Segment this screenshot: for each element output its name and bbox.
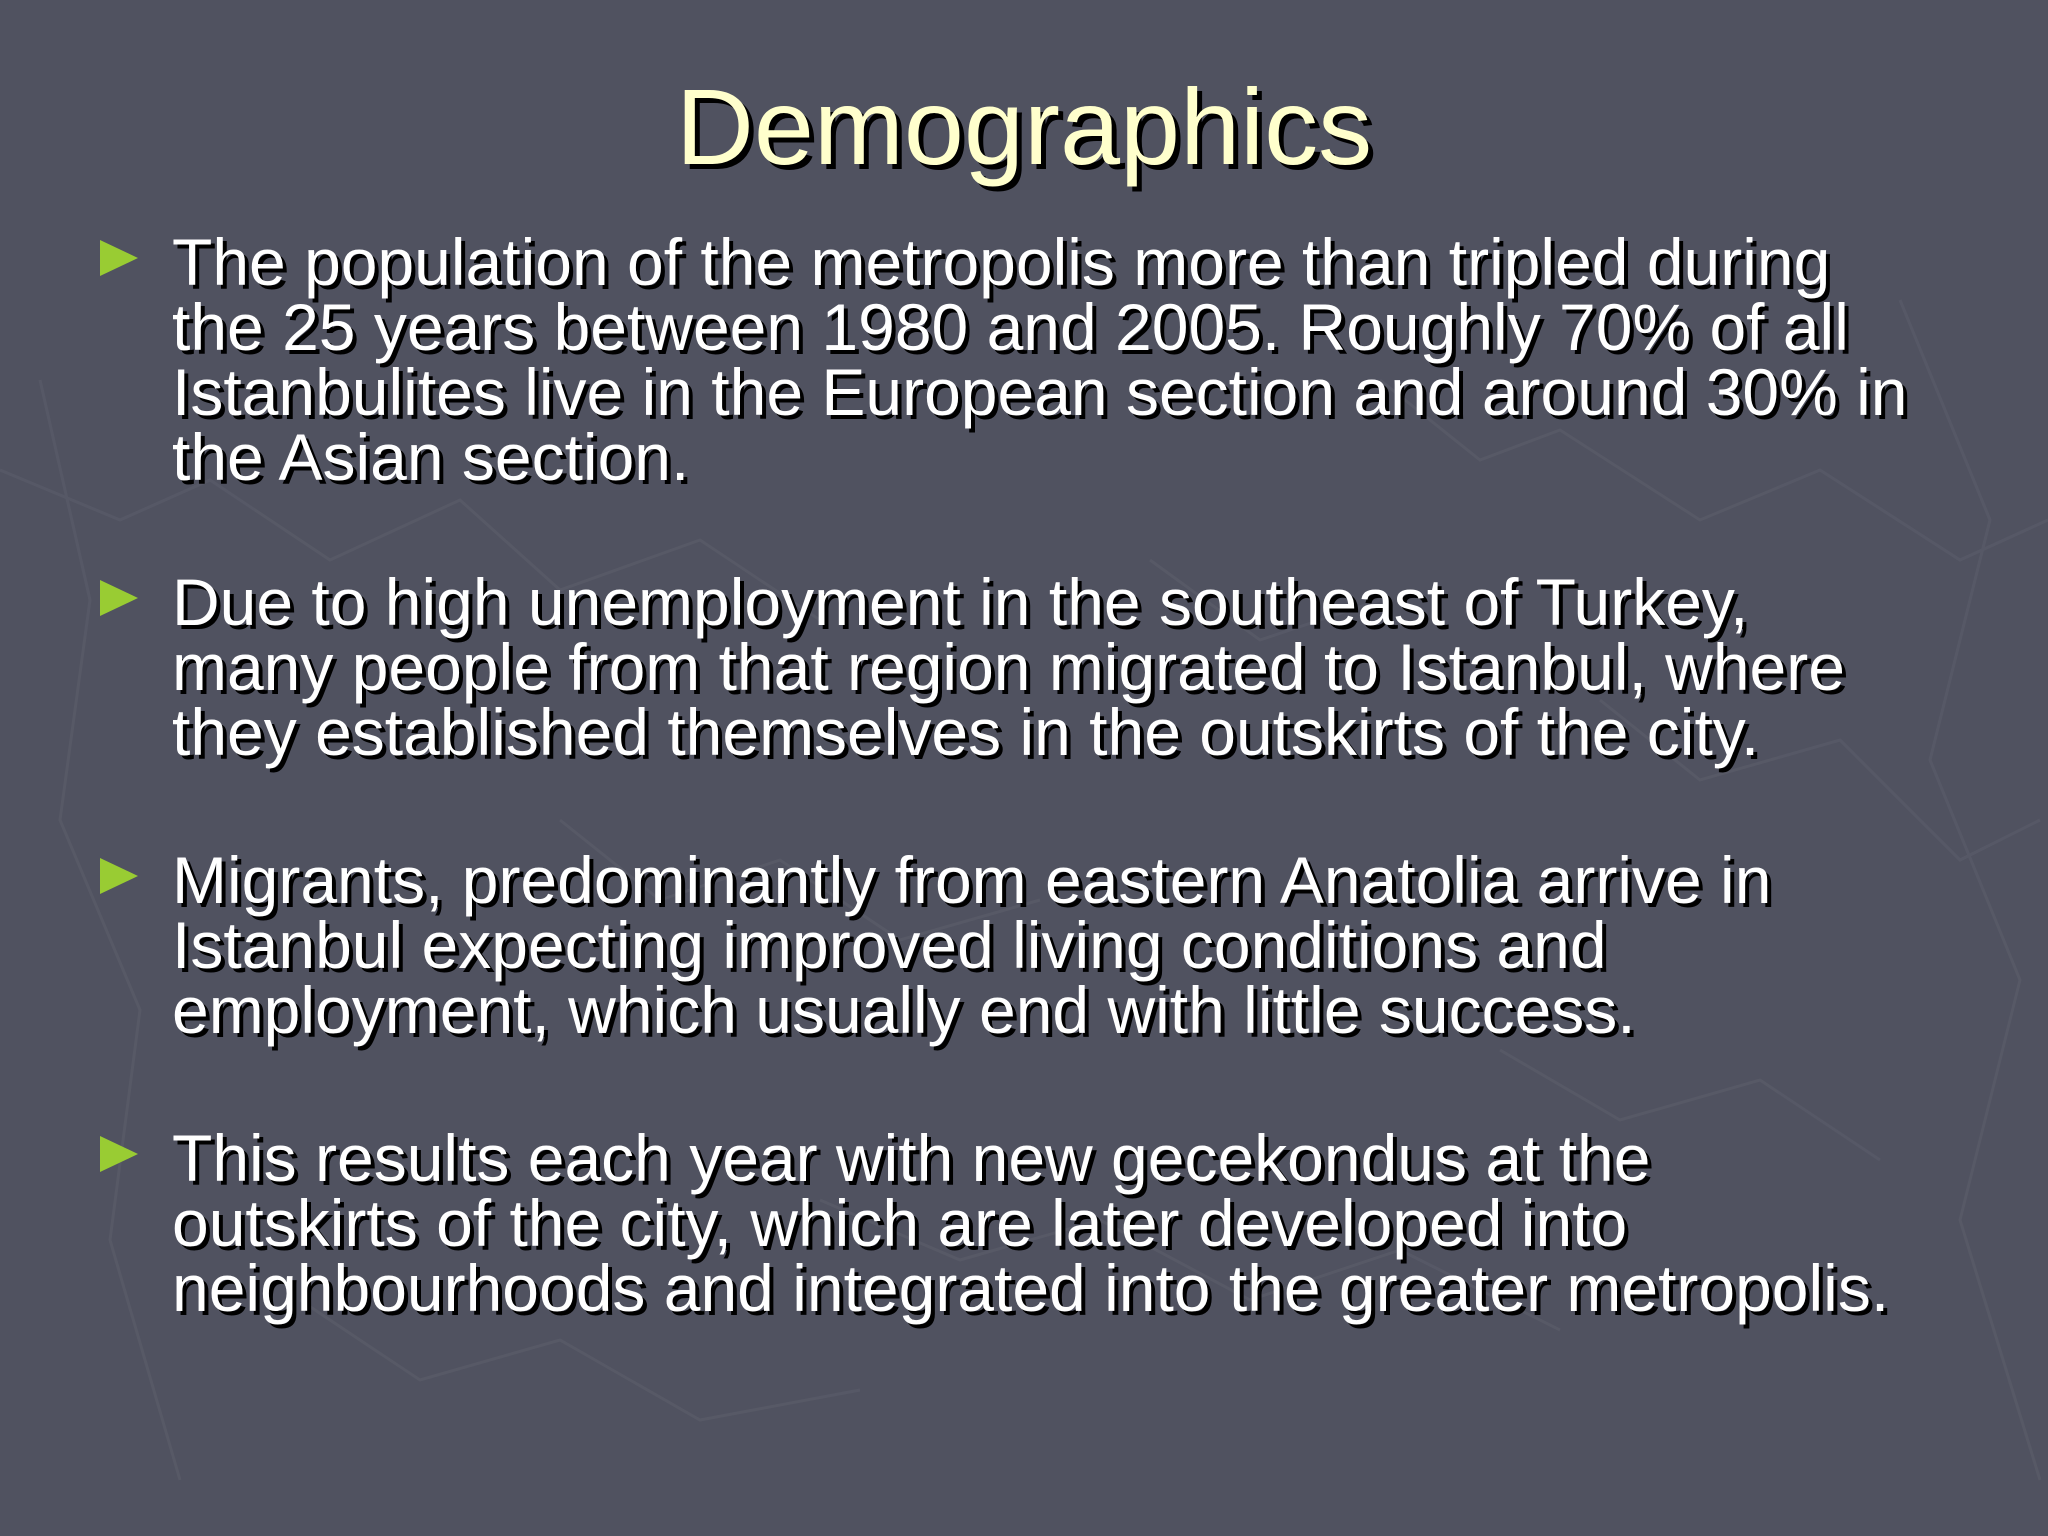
slide-title: Demographics: [675, 66, 1373, 187]
bullet-text-unemployment: Due to high unemployment in the southeast of Turkey, many people from that region migrated to Istanbul, where they established themselves in the outskirts of the city.: [172, 565, 1845, 769]
right-pointing-triangle-icon: [100, 236, 140, 280]
right-pointing-triangle-icon: [100, 854, 140, 898]
right-pointing-triangle-icon: [100, 576, 140, 620]
bullet-text-population: The population of the metropolis more than tripled during the 25 years between 1980 and 2005. Roughly 70% of all Istanbulites live in the European section and around 30% in the Asian section.: [172, 225, 1908, 494]
right-pointing-triangle-icon: [100, 1132, 140, 1176]
bullet-text-gecekondus: This results each year with new gecekondus at the outskirts of the city, which are later developed into neighbourhoods and integrated into the greater metropolis.: [172, 1121, 1890, 1325]
bullet-text-migrants: Migrants, predominantly from eastern Anatolia arrive in Istanbul expecting improved living conditions and employment, which usually end with little success.: [172, 843, 1772, 1047]
